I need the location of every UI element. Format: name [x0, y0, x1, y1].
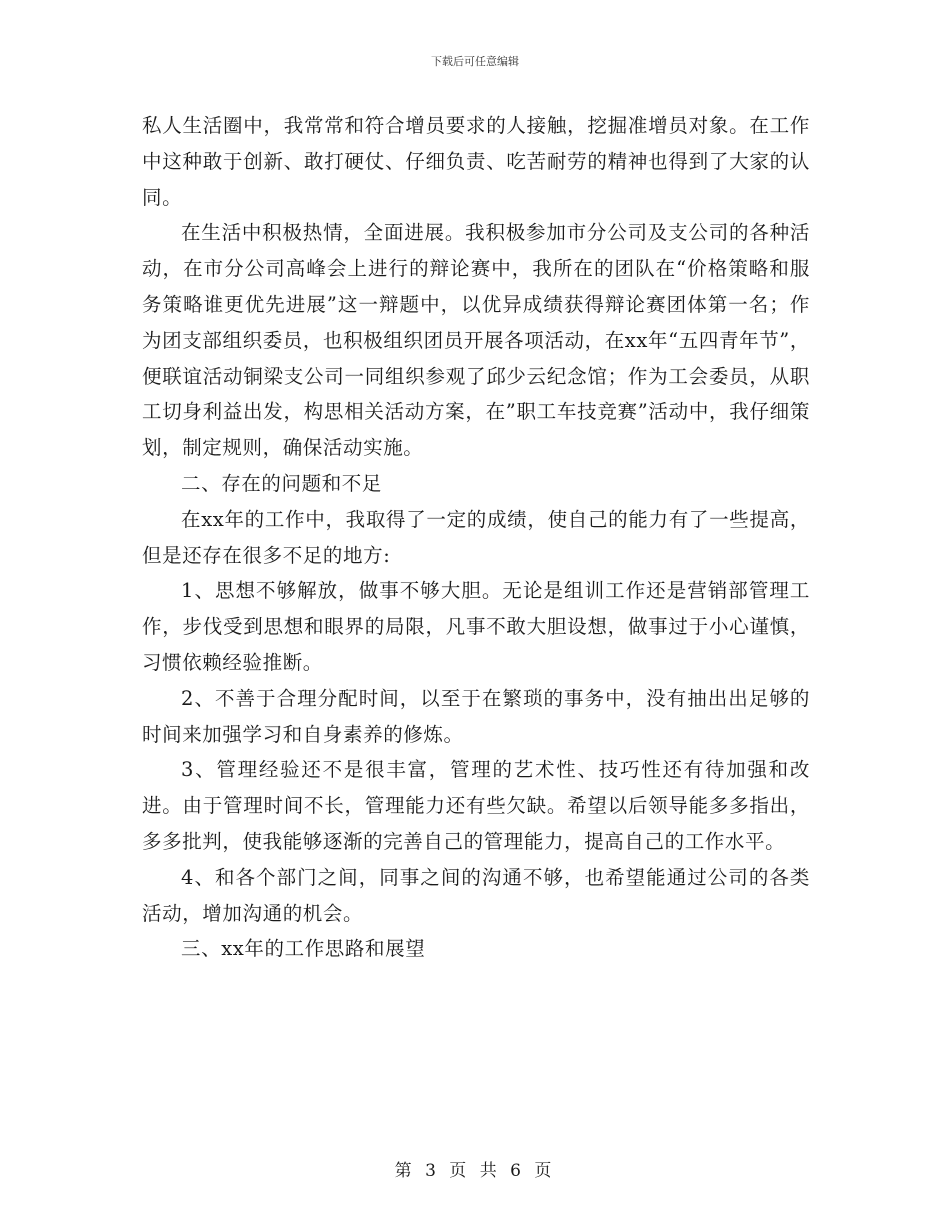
list-item: 4、和各个部门之间，同事之间的沟通不够，也希望能通过公司的各类活动，增加沟通的机会。	[142, 865, 810, 925]
section-heading-outlook: 三、xx年的工作思路和展望	[181, 937, 426, 961]
paragraph: 在生活中积极热情，全面进展。我积极参加市分公司及支公司的各种活动，在市分公司高峰会上进行的辩论赛中，我所在的团队在“价格策略和服务策略谁更优先进展”这一辩题中，以优异成绩获得辩论赛团体第一名；作为团支部组织委员，也积极组织团员开展各项活动，在xx年“五四青年节”，便联谊活动铜梁支公司一同组织参观了邱少云纪念馆；作为工会委员，从职工切身利益出发，构思相关活动方案，在”职工车技竞赛”活动中，我仔细策划，制定规则，确保活动实施。	[142, 221, 810, 460]
page-header-note: 下载后可任意编辑	[431, 55, 519, 68]
section-heading-problems: 二、存在的问题和不足	[181, 471, 383, 495]
list-item: 1、思想不够解放，做事不够大胆。无论是组训工作还是营销部管理工作，步伐受到思想和眼界的局限，凡事不敢大胆设想，做事过于小心谨慎，习惯依赖经验推断。	[142, 579, 810, 674]
paragraph-continuation: 私人生活圈中，我常常和符合增员要求的人接触，挖掘准增员对象。在工作中这种敢于创新、敢打硬仗、仔细负责、吃苦耐劳的精神也得到了大家的认同。	[142, 114, 810, 209]
document-body	[142, 108, 810, 967]
list-item: 2、不善于合理分配时间，以至于在繁琐的事务中，没有抽出出足够的时间来加强学习和自身素养的修炼。	[142, 686, 810, 746]
page-number-footer: 第 3 页 共 6 页	[394, 1161, 556, 1181]
paragraph: 在xx年的工作中，我取得了一定的成绩，使自己的能力有了一些提高，但是还存在很多不足的地方:	[142, 507, 810, 567]
list-item: 3、管理经验还不是很丰富，管理的艺术性、技巧性还有待加强和改进。由于管理时间不长，管理能力还有些欠缺。希望以后领导能多多指出，多多批判，使我能够逐渐的完善自己的管理能力，提高自己的工作水平。	[142, 758, 810, 853]
